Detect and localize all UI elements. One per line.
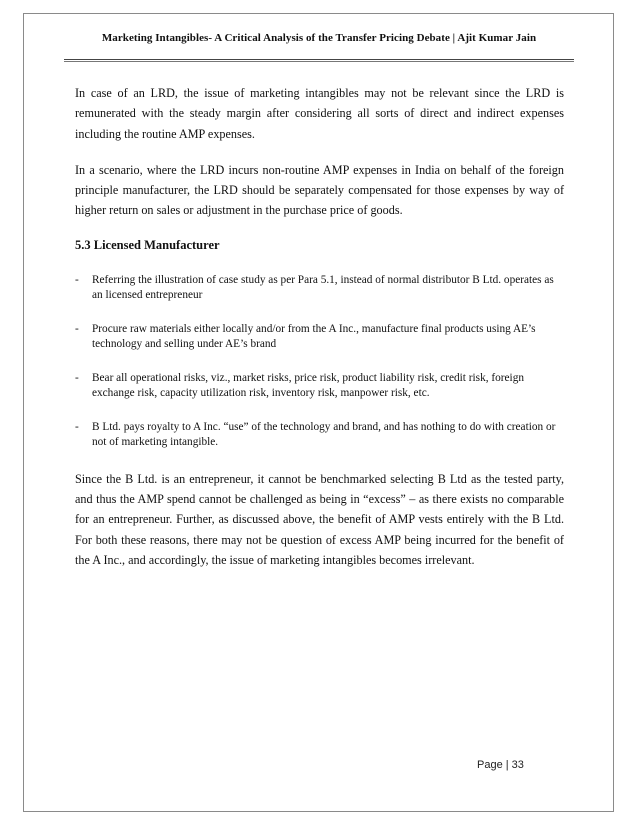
section-heading: 5.3 Licensed Manufacturer — [75, 237, 220, 252]
header-rule — [64, 59, 574, 60]
header-rule-secondary — [64, 61, 574, 62]
bullet-dash: - — [75, 273, 79, 286]
list-item — [75, 322, 564, 353]
bullet-text: Referring the illustration of case study as per Para 5.1, instead of normal distributor B Ltd. operates as an licensed entrepreneur — [92, 273, 554, 302]
paragraph-conclusion: Since the B Ltd. is an entrepreneur, it cannot be benchmarked selecting B Ltd as the tested party, and thus the AMP spend cannot be challenged as being in “excess” – as there exists no comparable for an entrepreneur. Further, as discussed above, the benefit of AMP vests entirely with the B Ltd. For both these reasons, there may not be question of excess AMP being incurred for the benefit of the A Inc., and accordingly, the issue of marketing intangibles becomes irrelevant. — [75, 471, 564, 567]
bullet-dash: - — [75, 420, 79, 433]
bullet-text: Procure raw materials either locally and/or from the A Inc., manufacture final products using AE’s technology and selling under AE’s brand — [92, 322, 536, 351]
running-header: Marketing Intangibles- A Critical Analysis of the Transfer Pricing Debate | Ajit Kumar Jain — [101, 32, 537, 44]
list-item — [75, 420, 564, 451]
paragraph-lrd-relevance: In case of an LRD, the issue of marketing intangibles may not be relevant since the LRD is remunerated with the steady margin after considering all sorts of direct and indirect expenses including the routine AMP expenses. — [75, 86, 564, 141]
bullet-dash: - — [75, 371, 79, 384]
bullet-list — [75, 273, 564, 451]
bullet-text: B Ltd. pays royalty to A Inc. “use” of the technology and brand, and has nothing to do with creation or not of marketing intangible. — [92, 420, 556, 449]
page-content — [75, 83, 564, 586]
page-number: Page | 33 — [477, 759, 524, 771]
bullet-dash: - — [75, 322, 79, 335]
list-item — [75, 273, 564, 304]
bullet-text: Bear all operational risks, viz., market risks, price risk, product liability risk, credit risk, foreign exchange risk, capacity utilization risk, inventory risk, manpower risk, etc. — [92, 371, 524, 400]
paragraph-lrd-compensation: In a scenario, where the LRD incurs non-routine AMP expenses in India on behalf of the foreign principle manufacturer, the LRD should be separately compensated for those expenses by way of higher return on sales or adjustment in the purchase price of goods. — [75, 162, 564, 218]
list-item — [75, 371, 564, 402]
